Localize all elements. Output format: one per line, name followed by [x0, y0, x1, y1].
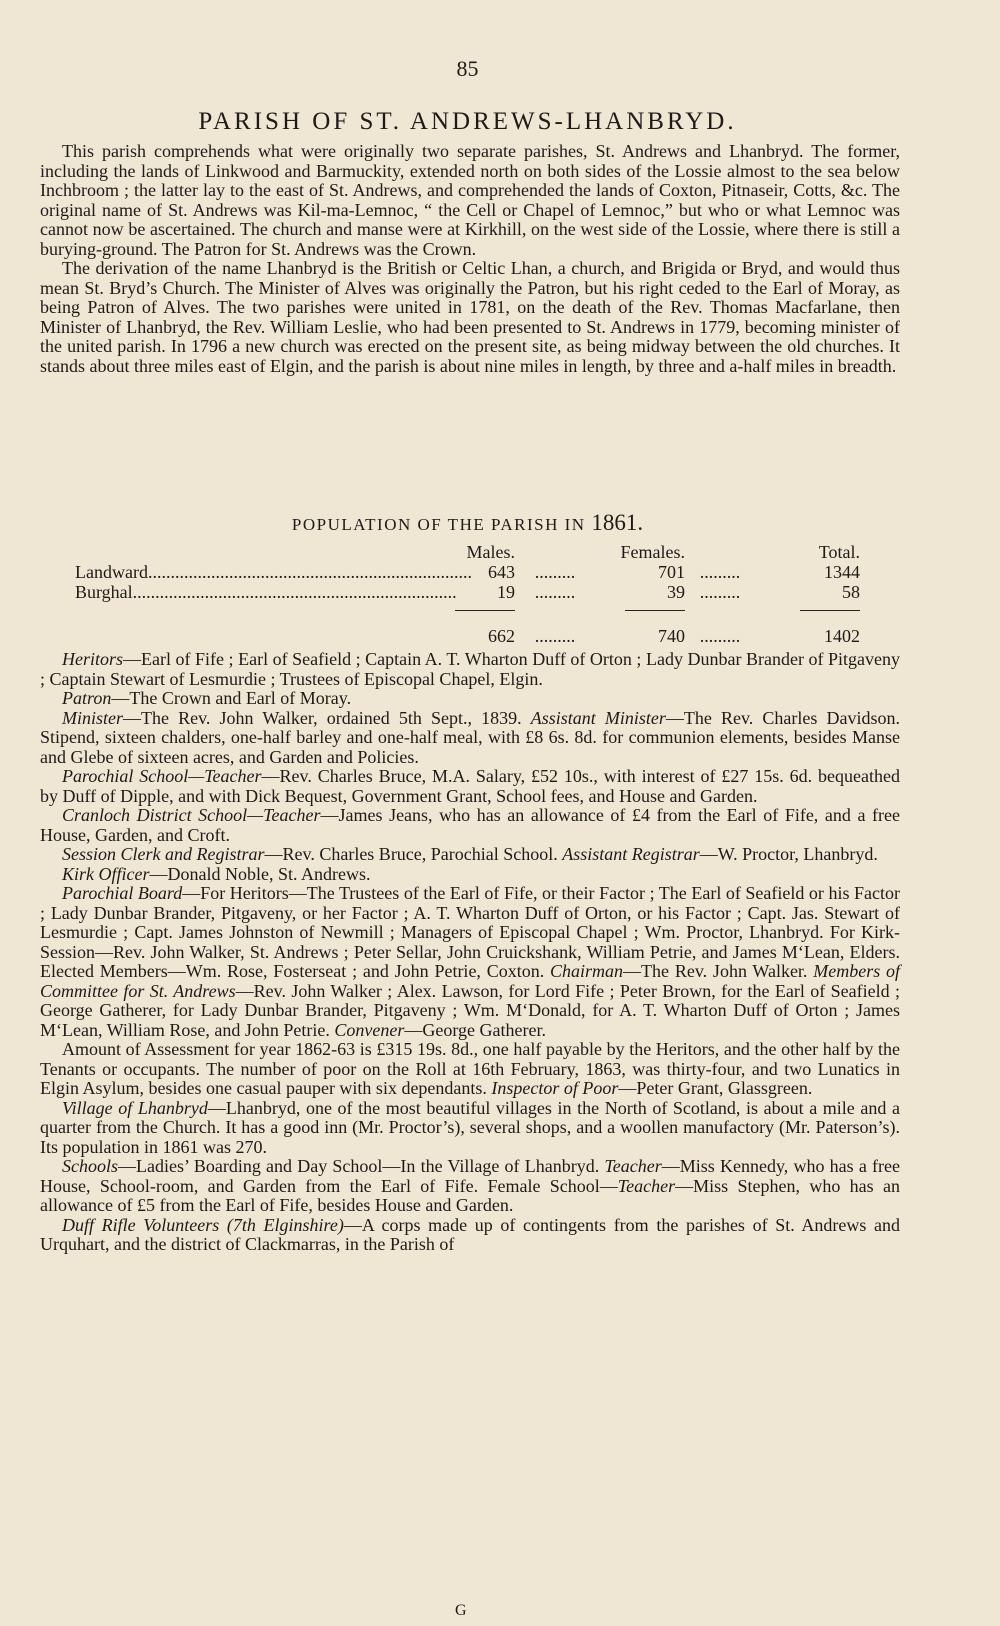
leader-dots: ......... [534, 562, 576, 582]
sum-rule [625, 610, 685, 611]
leader-dots: ......... [534, 582, 576, 602]
leader-dots: ......... [699, 562, 741, 582]
village-entry: Village of Lhanbryd—Lhanbryd, one of the most beautiful villages in the North of Scotland, is about a mile and a quarter from the Church. It has a good inn (Mr. Proctor’s), several shops, and a woollen manufactory (Mr. Paterson’s). Its population in 1861 was 270. [40, 1097, 900, 1157]
header-females: Females. [620, 542, 685, 562]
signature-mark: G [455, 1602, 467, 1619]
total-males: 662 [488, 626, 515, 646]
population-spacer [75, 602, 870, 626]
leader-dots: ......... [699, 582, 741, 602]
heritors-entry: Heritors—Earl of Fife ; Earl of Seafield ; Captain A. T. Wharton Duff of Orton ; Lady Dunbar Brander of Pitgaveny ; Captain Stewart of Lesmurdie ; Trustees of Episcopal Chapel, Elgin. [40, 649, 900, 689]
row-label: Burghal........................................................................ [75, 582, 457, 602]
assessment-entry: Amount of Assessment for year 1862-63 is £315 19s. 8d., one half payable by the Heritors, and the other half by the Tenants or occupants. The number of poor on the Roll at 16th February, 1863, was thirty-four, and two Lunatics in Elgin Asylum, besides one casual pauper with six dependants. Inspector of Poor—Peter Grant, Glassgreen. [40, 1039, 900, 1098]
kirk-officer-entry: Kirk Officer—Donald Noble, St. Andrews. [62, 863, 371, 884]
population-heading-text: POPULATION OF THE PARISH IN [291, 515, 586, 534]
population-header-row [75, 542, 870, 562]
header-total: Total. [818, 542, 860, 562]
page-number: 85 [456, 56, 479, 81]
population-row-burghal [75, 582, 870, 602]
intro-paragraph: The derivation of the name Lhanbryd is the British or Celtic Lhan, a church, and Brigida or Bryd, and would thus mean St. Bryd’s Church. The Minister of Alves was originally the Patron, but his right ceded to the Earl of Moray, as being Patron of Alves. The two parishes were united in 1781, on the death of the Rev. Thomas Macfarlane, then Minister of Lhanbryd, the Rev. William Leslie, who had been presented to St. Andrews in 1779, becoming minister of the united parish. In 1796 a new church was erected on the present site, as being midway between the old churches. It stands about three miles east of Elgin, and the parish is about nine miles in length, by three and a-half miles in breadth. [40, 258, 900, 376]
parochial-board-entry: Parochial Board—For Heritors—The Trustees of the Earl of Fife, or their Factor ; The Earl of Seafield or his Factor ; Lady Dunbar Brander, Pitgaveny, or her Factor ; A. T. Wharton Duff of Orton, or his Factor ; Capt. Jas. Stewart of Lesmurdie ; Capt. James Johnston of Newmill ; Managers of Episcopal Chapel ; Wm. Proctor, Lhanbryd. For Kirk-Session—Rev. John Walker, St. Andrews ; Peter Sellar, John Cruickshank, William Petrie, and James M‘Lean, Elders. Elected Members—Wm. Rose, Fosterseat ; and John Petrie, Coxton. Chairman—The Rev. John Walker. Members of Committee for St. Andrews—Rev. John Walker ; Alex. Lawson, for Lord Fife ; Peter Brown, for the Earl of Seafield ; George Gatherer, for Lady Dunbar Brander, Pitgaveny ; Wm. M‘Donald, for A. T. Wharton Duff of Orton ; James M‘Lean, William Rose, and John Petrie. Convener—George Gatherer. [40, 883, 901, 1040]
population-heading [0, 510, 935, 536]
sum-rule [455, 610, 515, 611]
total-total: 1402 [824, 626, 860, 646]
population-totals-row [75, 626, 870, 646]
row-males: 19 [497, 582, 515, 602]
row-females: 39 [667, 582, 685, 602]
patron-entry: Patron—The Crown and Earl of Moray. [62, 688, 352, 708]
sum-rule [800, 610, 860, 611]
row-females: 701 [658, 562, 685, 582]
population-table [75, 542, 870, 646]
population-year: 1861. [591, 510, 644, 535]
row-males: 643 [488, 562, 515, 582]
cranloch-school-entry: Cranloch District School—Teacher—James Jeans, who has an allowance of £4 from the Earl of Fife, and a free House, Garden, and Croft. [40, 805, 900, 845]
leader-dots: ......... [699, 626, 741, 646]
leader-dots: ......... [534, 626, 576, 646]
minister-entry: Minister—The Rev. John Walker, ordained 5th Sept., 1839. Assistant Minister—The Rev. Charles Davidson. Stipend, sixteen chalders, one-half barley and one-half meal, with £8 6s. 8d. for communion elements, besides Manse and Glebe of sixteen acres, and Garden and Policies. [40, 707, 900, 767]
population-row-landward [75, 562, 870, 582]
intro-paragraph: This parish comprehends what were originally two separate parishes, St. Andrews and Lhanbryd. The former, including the lands of Linkwood and Barmuckity, extended north on both sides of the Lossie almost to the sea below Inchbroom ; the latter lay to the east of St. Andrews, and comprehended the lands of Coxton, Pitnaseir, Cotts, &c. The original name of St. Andrews was Kil-ma-Lemnoc, “ the Cell or Chapel of Lemnoc,” but who or what Lemnoc was cannot now be ascertained. The church and manse were at Kirkhill, on the west side of the Lossie, where there is still a burying-ground. The Patron for St. Andrews was the Crown. [40, 141, 900, 259]
intro-text [40, 142, 900, 376]
volunteers-entry: Duff Rifle Volunteers (7th Elginshire)—A corps made up of contingents from the parishes of St. Andrews and Urquhart, and the district of Clackmarras, in the Parish of [40, 1214, 901, 1254]
header-males: Males. [466, 542, 515, 562]
total-females: 740 [658, 626, 685, 646]
row-total: 58 [842, 582, 860, 602]
page-title: PARISH OF ST. ANDREWS-LHANBRYD. [198, 108, 737, 135]
parish-details [40, 650, 900, 1255]
parochial-school-entry: Parochial School—Teacher—Rev. Charles Bruce, M.A. Salary, £52 10s., with interest of £27 15s. 6d. bequeathed by Duff of Dipple, and with Dick Bequest, Government Grant, School fees, and House and Garden. [40, 766, 900, 806]
row-total: 1344 [824, 562, 860, 582]
row-label: Landward........................................................................ [75, 562, 472, 582]
schools-entry: Schools—Ladies’ Boarding and Day School—In the Village of Lhanbryd. Teacher—Miss Kennedy, who has a free House, School-room, and Garden from the Earl of Fife. Female School—Teacher—Miss Stephen, who has an allowance of £5 from the Earl of Fife, besides House and Garden. [40, 1156, 900, 1215]
session-clerk-entry: Session Clerk and Registrar—Rev. Charles Bruce, Parochial School. Assistant Registrar—W. Proctor, Lhanbryd. [62, 844, 878, 864]
